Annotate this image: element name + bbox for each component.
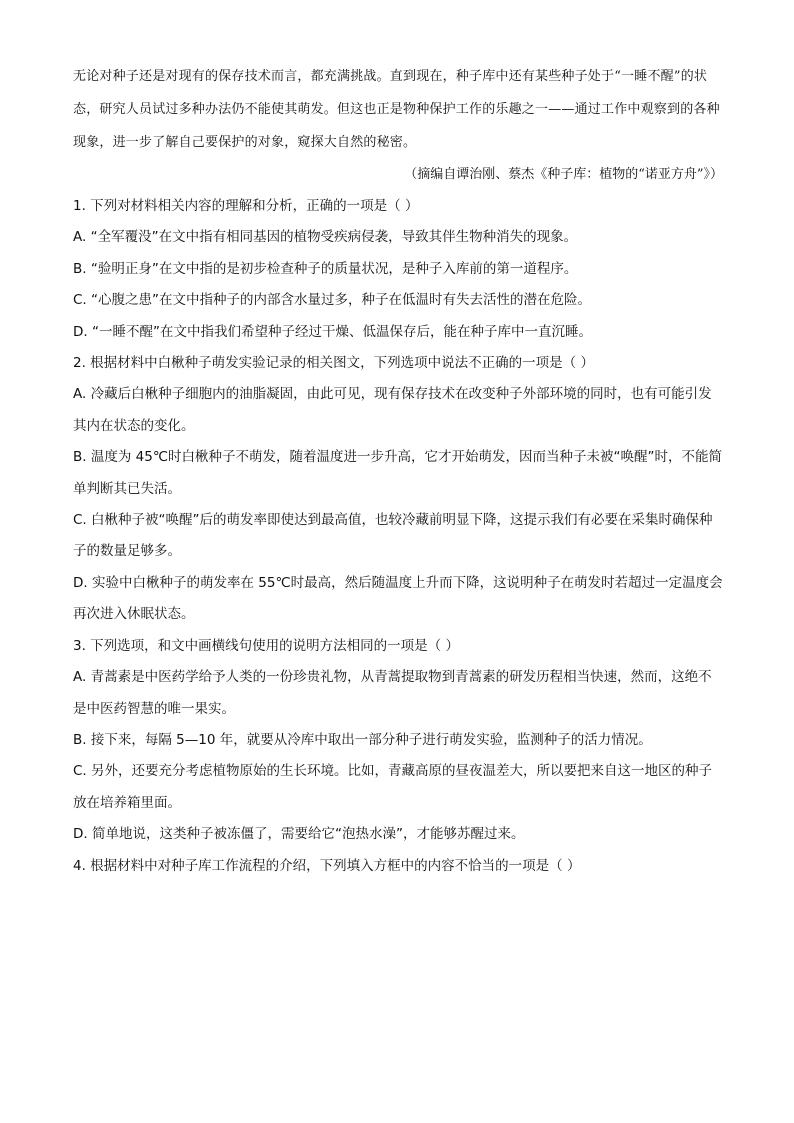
question-1-option-b: B. “验明正身”在文中指的是初步检查种子的质量状况，是种子入库前的第一道程序。 (73, 260, 578, 277)
question-2-option-b: B. 温度为 45℃时白楸种子不萌发，随着温度进一步升高，它才开始萌发，因而当种子未被“唤醒”时，不能简单判断其已失活。 (73, 449, 722, 497)
question-1-option-c: C. “心腹之患”在文中指种子的内部含水量过多，种子在低温时有失去活性的潜在危险。 (73, 292, 591, 309)
question-2-option-a: A. 冷藏后白楸种子细胞内的油脂凝固，由此可见，现有保存技术在改变种子外部环境的同时，也有可能引发其内在状态的变化。 (73, 386, 712, 434)
question-3-stem: 3. 下列选项，和文中画横线句使用的说明方法相同的一项是（ ） (73, 637, 459, 654)
question-3-option-b: B. 接下来，每隔 5—10 年，就要从冷库中取出一部分种子进行萌发实验，监测种子的活力情况。 (73, 731, 652, 748)
question-2-stem: 2. 根据材料中白楸种子萌发实验记录的相关图文，下列选项中说法不正确的一项是（ ） (73, 355, 594, 372)
document-page (73, 60, 723, 882)
question-1-stem: 1. 下列对材料相关内容的理解和分析，正确的一项是（ ） (73, 198, 419, 214)
question-1-option-a: A. “全军覆没”在文中指有相同基因的植物受疾病侵袭，导致其伴生物种消失的现象。 (73, 229, 578, 246)
question-2-option-c: C. 白楸种子被“唤醒”后的萌发率即使达到最高值，也较冷藏前明显下降，这提示我们有必要在采集时确保种子的数量足够多。 (73, 512, 713, 560)
passage-text: 无论对种子还是对现有的保存技术而言，都充满挑战。直到现在，种子库中还有某些种子处于“一睡不醒”的状态，研究人员试过多种办法仍不能使其萌发。但这也正是物种保护工作的乐趣之一——通过工作中观察到的各种现象，进一步了解自己要保护的对象，窥探大自然的秘密。 (73, 69, 720, 150)
question-3-option-d: D. 简单地说，这类种子被冻僵了，需要给它“泡热水澡”，才能够苏醒过来。 (73, 826, 525, 843)
passage-source: （摘编自谭治刚、蔡杰《种子库：植物的“诺亚方舟”》） (404, 167, 723, 182)
question-3-option-c: C. 另外，还要充分考虑植物原始的生长环境。比如，青藏高原的昼夜温差大，所以要把来自这一地区的种子放在培养箱里面。 (73, 763, 713, 811)
question-1-option-d: D. “一睡不醒”在文中指我们希望种子经过干燥、低温保存后，能在种子库中一直沉睡。 (73, 323, 592, 340)
question-2-option-d: D. 实验中白楸种子的萌发率在 55℃时最高，然后随温度上升而下降，这说明种子在萌发时若超过一定温度会再次进入休眠状态。 (73, 574, 723, 623)
question-4-stem: 4. 根据材料中对种子库工作流程的介绍，下列填入方框中的内容不恰当的一项是（ ） (73, 857, 581, 874)
question-3-option-a: A. 青蒿素是中医药学给予人类的一份珍贵礼物，从青蒿提取物到青蒿素的研发历程相当快速，然而，这绝不是中医药智慧的唯一果实。 (73, 669, 712, 717)
